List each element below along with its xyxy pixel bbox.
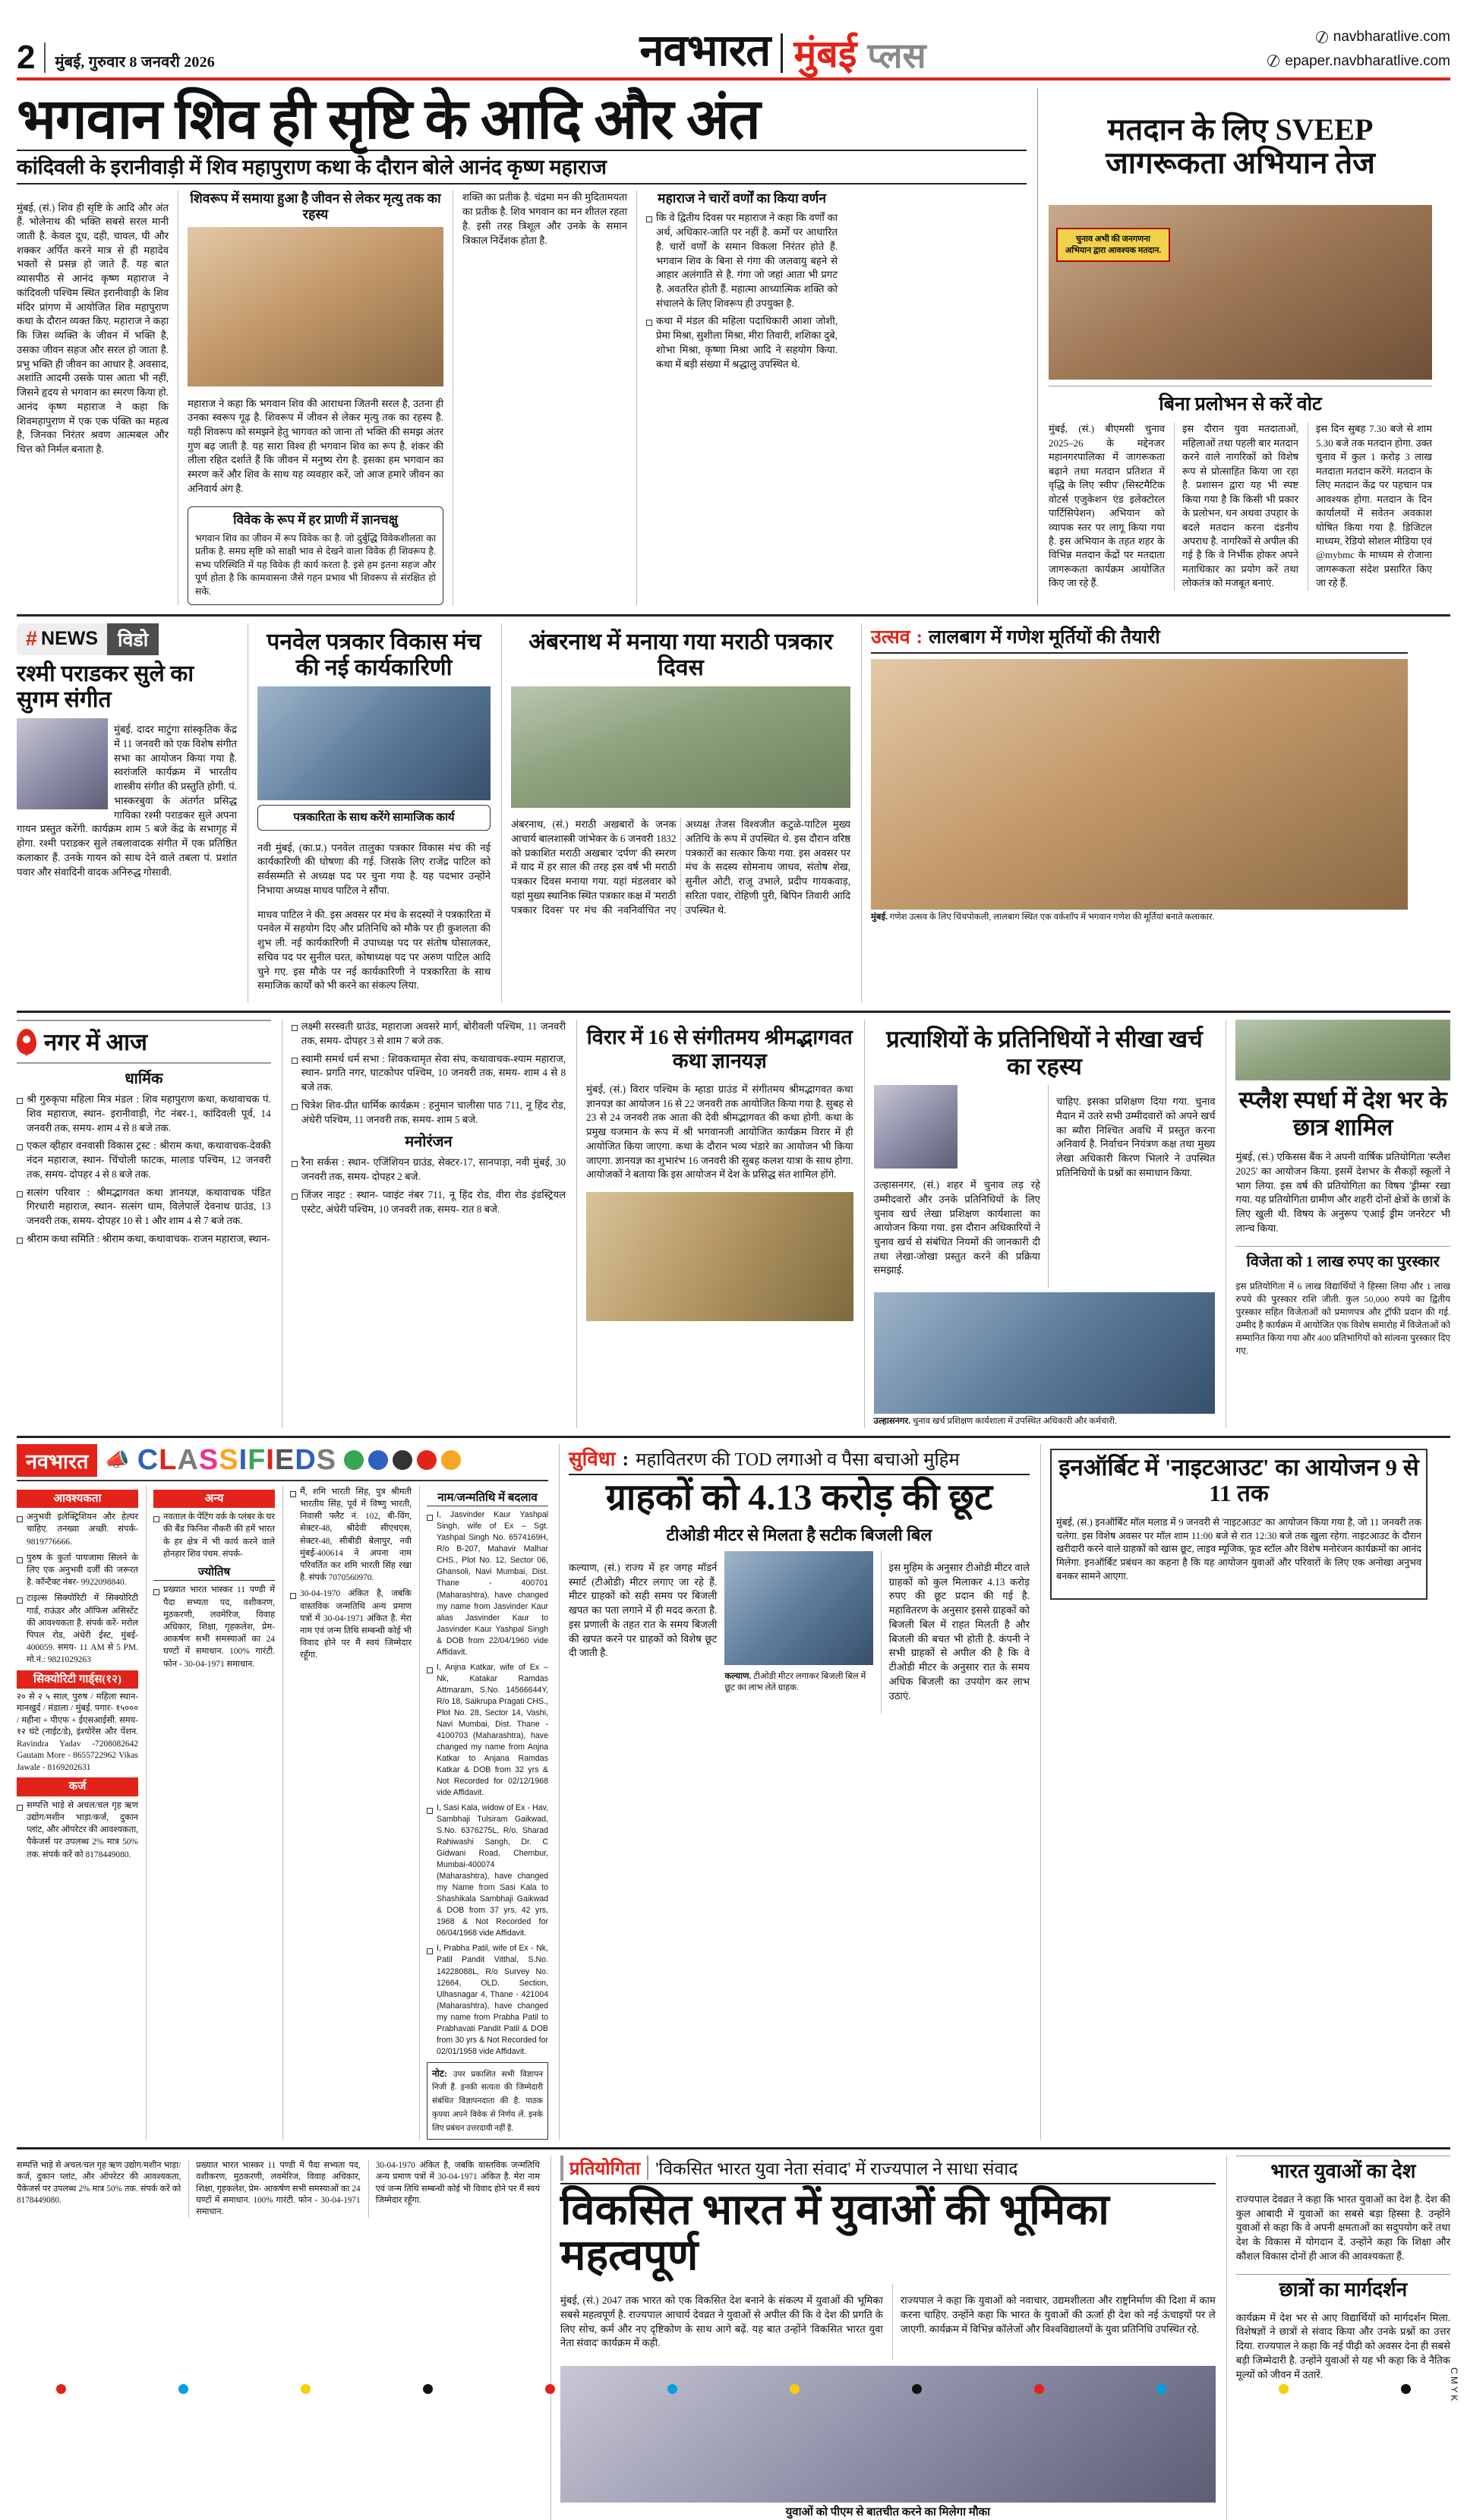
utsav-caption [871, 910, 1408, 924]
masthead [17, 11, 1450, 76]
panvel-head: पनवेल पत्रकार विकास मंच की नई कार्यकारिणी [267, 629, 481, 680]
home-icon [344, 1450, 364, 1470]
classifieds-section: कर्ज [17, 1777, 138, 1796]
ad-item: I, Anjna Katkar, wife of Ex – Nk, Katakar Ramdas Attmaram, S.No. 14566644Y, R/o 18, Saikrupa Pragati CHS., Plot No. 28, Sector 14, Vashi, Navi Mumbai, Dist. Thane - 4100703 (Maharashtra), have changed my name from Anjna Katkar to Anjana Ramdas Katkar & DOB from 32 yrs & Not Recorded for 02/12/1968 vide Affidavit. [427, 1662, 548, 1799]
reg-dot [1034, 2384, 1044, 2394]
bharat-yuva-head: भारत युवाओं का देश [1270, 2160, 1416, 2183]
sveep-headline: मतदान के लिए SVEEP जागरूकता अभियान तेज [1106, 112, 1375, 181]
classifieds-logo: नवभारत [17, 1444, 97, 1477]
classifieds-col-2 [146, 1486, 275, 2140]
caption-place: कल्याण. [724, 1671, 752, 1681]
utsav-caption-place: मुंबई. [871, 912, 888, 922]
lead-col3-head: महाराज ने चारों वर्णों का किया वर्णन [658, 191, 826, 207]
utsav-block [861, 623, 1408, 1004]
nagar-list-2 [292, 1020, 566, 1127]
classifieds-section: अन्य [153, 1490, 275, 1508]
lead-bullet-list [646, 211, 838, 371]
tod-caption [724, 1669, 872, 1695]
news-badge[interactable] [17, 623, 193, 655]
edition-city: मुंबई [793, 33, 857, 75]
news-badge-right: विडो [107, 623, 159, 655]
nagar-subcat-2: मनोरंजन [405, 1134, 453, 1151]
ad-text: सम्पत्ति भाड़े से अचल/चल गृह ऋण उद्योग/मशीन भाड़ा/कर्ज, दुकान प्लांट, और ऑपरेटर की आवश्यकता, पैकेजर्स पर उपलब्ध 2% मात्र 50% तक. संपर्क करें को 8178449080. [17, 2161, 181, 2205]
vikasit-block [551, 2156, 1216, 2520]
virar-block [576, 1020, 853, 1428]
lead-headline: भगवान शिव ही सृष्टि के आदि और अंत [17, 89, 760, 151]
row-five [17, 2147, 1450, 2520]
caption-text: चुनाव खर्च प्रशिक्षण कार्यशाला में उपस्थित अधिकारी और कर्मचारी. [912, 1417, 1117, 1427]
nagar-bar [17, 1020, 271, 1064]
classifieds-section: नाम/जन्मतिथि में बदलाव [427, 1490, 548, 1506]
pratyashi-photo [874, 1292, 1216, 1414]
lead-photo-main [188, 227, 443, 386]
classifieds-section: ज्योतिष [153, 1565, 275, 1581]
reg-dot [912, 2384, 922, 2394]
classifieds-word: CLASSIFIEDS [137, 1443, 337, 1476]
classifieds-section: आवश्यकता [17, 1490, 138, 1508]
reg-dot [1279, 2384, 1289, 2394]
list-item: रैना सर्कस : स्थान- एजिंशियन ग्राउंड, सेक्टर-17, सानपाड़ा, नवी मुंबई, 30 जनवरी तक, समय- दोपहर 2 बजे. [292, 1156, 566, 1184]
lead-col2-head: शिवरूप में समाया हुआ है जीवन से लेकर मृत्यु तक का रहस्य [190, 191, 441, 222]
panvel-kicker-box [257, 805, 491, 831]
row-four [17, 1436, 1450, 2140]
tod-headline: ग्राहकों को 4.13 करोड़ की छूट [605, 1477, 993, 1518]
panvel-photo [257, 686, 491, 800]
panvel-text-1: नवी मुंबई, (का.प्र.) पनवेल तालुका पत्रकार विकास मंच की नई कार्यकारिणी की घोषणा की गई. जिसके लिए राजेंद्र पाटिल को सर्वसम्मति से अध्यक्ष पद पर चुना गया है. यह पदभार उन्होंने निभाया अध्यक्ष माधव पाटिल ने सौंपा. [257, 841, 491, 896]
caption-text: टीओडी मीटर लगाकर बिजली बिल में छूट का लाभ लेते ग्राहक. [724, 1671, 866, 1693]
list-item: एकल व्हीहार वनवासी विकास ट्रस्ट : श्रीराम कथा, कथावाचक-देवकी नंदन महाराज, स्थान- चिंचोली फाटक, मालाड पश्चिम, 12 जनवरी तक, समय- दोपहर 4 से 8 बजे तक. [17, 1139, 271, 1181]
panvel-text-2: माधव पाटिल ने की. इस अवसर पर मंच के सदस्यों ने पत्रकारिता में पनवेल में सहयोग दिए और प्रतिनिधि को मौके पर ही कुशलता की शुभ ली. नई कार्यकारिणी में उपाध्यक्ष पद पर संतोष घोसालकर, सचिव पद पर सुनील घरत, कोषाध्यक्ष पद पर अरुण पाटिल आदि चुने गए. इस मौके पर नई कार्यकारिणी ने पत्रकारिता के साथ समाजिक कार्यों को भी करने का संकल्प लिया. [257, 908, 491, 992]
lead-columns [17, 191, 1027, 604]
ambernath-block [501, 623, 850, 1004]
splash-block [1226, 1020, 1450, 1428]
divider [1236, 2274, 1450, 2275]
nagar-list-3 [292, 1156, 566, 1216]
classifieds-bottom-2 [188, 2160, 360, 2218]
registration-dots [0, 2383, 1467, 2395]
vikasit-kicker: प्रतियोगिता [560, 2156, 640, 2181]
sveep-sub: बिना प्रलोभन से करें वोट [1159, 394, 1322, 415]
vikasit-kicker-bar [560, 2156, 1216, 2184]
classifieds-cols-bottom [17, 2160, 540, 2218]
lead-col-1 [17, 191, 169, 604]
masthead-links [1124, 25, 1450, 73]
pratyashi-portrait [874, 1085, 957, 1169]
news-video-head: रश्मी पराडकर सुले का सुगम संगीत [17, 661, 194, 712]
sveep-col3: इस दिन सुबह 7.30 बजे से शाम 5.30 बजे तक मतदान होगा. उक्त चुनाव में कुल 1 करोड़ 3 लाख मतदाता मतदान करेंगे. मतदान के लिए मतदान केंद्र पर पहचान पत्र आवश्यक होगा. मतदान के दिन कार्यालयों में सवेतन अवकाश घोषित किया गया है. डिजिटल माध्यम, रेडियो सोशल मीडिया एवं @mybmc के माध्यम से रोजाना जागरूकता संदेश प्रसारित किए जा रहे हैं. [1308, 422, 1432, 590]
masthead-divider [44, 43, 46, 73]
sveep-col1: मुंबई, (सं.) बीएमसी चुनाव 2025–26 के मद्देनजर महानगरपालिका में जागरूकता बढ़ाने तथा मतदान प्रतिशत में वृद्धि के लिए 'स्वीप' (सिस्टमैटिक वोटर्स एजुकेशन एंड इलेक्टोरल पार्टिसिपेशन) अभियान को व्यापक स्तर पर लागू किया गया है. इस अभियान के तहत शहर के विभिन्न मतदान केंद्रों पर मतदाता जागरूकता कार्यक्रम आयोजित किए जा रहे हैं. [1049, 423, 1165, 589]
ambernath-text: अंबरनाथ, (सं.) मराठी अखबारों के जनक आचार्य बालशास्त्री जांभेकर के 6 जनवरी 1832 को प्रकाशित मराठी अखबार 'दर्पण' की स्मरण में याद में हर साल की तरह इस वर्ष भी मराठी पत्रकार दिवस मनाया गया. यहां मंडलवार को यहां मुख्य स्थानिक स्थित पत्रकार कक्ष में 'मराठी पत्रकार दिवस' पर मंच की नवनिर्वाचित नए अध्यक्ष तेजस विश्वजीत कटुळे-पाटिल मुख्य अतिथि के रूप में उपस्थित थे. इस दौरान वरिष्ठ पत्रकारों का सत्कार किया गया. इस अवसर पर मंच के सदस्य सोमनाथ जाधव, संतोष शेख, सुनील ओटी, राजू उभाले, प्रदीप गायकवाड़, सरिता पवार, रोहिणी पुरी, बिपिन तिवारी आदि उपस्थित थे. [511, 818, 850, 916]
ad-text: प्रख्यात भारत भास्कर 11 पण्डी में पैदा सभ्यता पद, वशीकरण, मुठकरणी, लवमेरिज, विवाह अधिकार, शिक्षा, गृहकलेश, प्रेम- आकर्षण सभी समस्याओं का 24 घण्टों में समाधान. 100% गारंटी. फोन - 30-04-1971 समाधान. [196, 2161, 361, 2217]
lead-col-2 [178, 191, 443, 604]
tod-photo [724, 1551, 872, 1665]
ad-item: मैं, शमि भारती सिंह, पुत्र श्रीमती भारतीय सिंह, पूर्व में विष्णु भारती, निवासी फ्लैट नं. 102, बी-विंग, सेक्टर-48, श्रीदेवी सीएचएस, सेक्टर-48, सीबीडी बेलापुर, नवी मुंबई-400614 ने अपना नाम परिवर्तित कर शमि भारती सिंह रखा है. संपर्क 7070560970. [290, 1486, 412, 1585]
classifieds-continuation [17, 2156, 540, 2520]
location-pin-icon [17, 1029, 36, 1055]
utsav-colon: : [916, 626, 923, 648]
lead-bullet: कथा में मंडल की महिला पदाधिकारी आशा जोशी, प्रेमा मिश्रा, सुशीला मिश्रा, मीरा तिवारी, शशिका दुबे, शोभा मिश्रा, कृष्णा मिश्रा आदि ने सहयोग किया. कथा में बड़ी संख्या में श्रद्धालु उपस्थित थे. [646, 314, 838, 371]
reg-dot [667, 2384, 677, 2394]
ad-text: 30-04-1970 अंकित है, जबकि वास्तविक जन्मतिथि अन्य प्रमाण पत्रों में 30-04-1971 अंकित है. मेरा नाम एवं जन्म तिथि सम्बन्धी कोई भी विवाद होने पर मैं स्वयं जिम्मेदार रहूँगा. [375, 2161, 540, 2205]
nagar-title: नगर में आज [44, 1029, 148, 1056]
tod-block [559, 1444, 1030, 2140]
virar-text: मुंबई, (सं.) विरार पश्चिम के म्हाडा ग्राउंड में संगीतमय श्रीमद्भागवत कथा ज्ञानयज्ञ का आयोजन 16 से 22 जनवरी तक आयोजित किया गया है. सुबह से 23 से 24 जनवरी तक आता की देवी श्रीमद्भागवत की कथा होगी. कथा के प्रमुख यजमान के रूप में श्री भगवानजी आयोजित कार्यक्रम विरार में ही आयोजित किया जाएगा. कथा के दौरान भव्य भंडारे का आयोजन भी किया जाएगा. ज्ञानयज्ञ का शुभारंभ 16 जनवरी की सुबह कलश यात्रा के साथ होगा. आयोजकों ने बताया कि इस आयोजन में देश के प्रसिद्ध संत शामिल होंगे. [586, 1083, 853, 1181]
classifieds-list-3 [153, 1511, 275, 1560]
splash-text-2: इस प्रतियोगिता में 6 लाख विद्यार्थियों ने हिस्सा लिया और 1 लाख रुपये की पुरस्कार राशि जीती. कुल 50,000 रुपये का द्वितीय पुरस्कार सहित विजेताओं को प्रमाणपत्र और ट्रॉफी प्रदान की गई. उम्मीद है कार्यक्रम में आयोजित एक विशेष समारोह में विजेताओं को सम्मानित किया गया और 400 प्रतिभागियों को सांत्वना पुरस्कार दिए गए. [1235, 1280, 1450, 1356]
website-url: navbharatlive.com [1333, 29, 1450, 46]
tod-kicker-bar [569, 1444, 1030, 1475]
news-video-block [17, 623, 237, 1004]
classifieds-subsection: सिक्योरिटी गार्ड्स(१२) [17, 1670, 138, 1689]
virar-photo [586, 1192, 853, 1321]
ad-item: I, Sasi Kala, widow of Ex - Hav, Sambhaji Tulsiram Gaikwad, S.No. 6376275L, R/o. Sharad Rahiwashi Sangh, Dr. C Gidwani Road, Chembur, Mumbai-400074 (Maharashtra), have changed my Name from Sasi Kala to Shashikala Sambhaji Gaikwad & DOB from 37 yrs, 42 yrs, 1968 & Not Recorded for 06/04/1968 vide Affidavit. [427, 1802, 548, 1939]
hash-icon: # [26, 627, 38, 651]
classifieds-icons [344, 1450, 461, 1470]
lead-col1-text: मुंबई, (सं.) शिव ही सृष्टि के आदि और अंत हैं. भोलेनाथ की भक्ति सबसे सरल मानी जाती है. केवल दूध, दही, चावल, घी और शक्कर अर्पित करने मात्र से ही महादेव भक्तों से प्रसन्न हो जाते हैं. यह बात व्यासपीठ से आनंद कृष्ण महाराज ने कांदिवली पश्चिम स्थित इरानीवाड़ी के शिव मंदिर प्रांगण में आयोजित शिव महापुराण कथा के दौरान व्यक्त किए. महाराज ने कहा कि जिस व्यक्ति के जीवन में भक्ति है, उसका जीवन सहज और सरल हो जाता है. प्रभु भक्ति ही जीवन का आधार है. अवसाद, अशांति आदमी उसके पास आता भी नहीं, जिसने हृदय से भगवान का स्मरण किया हो. आनंद कृष्ण महाराज ने कहा कि शिवमहापुराण में एक एक पंक्ति का महत्व है, जिनका निरंतर श्रवण आत्मबल और चित्त को निर्मल बनाता है. [17, 201, 169, 456]
classifieds-note [427, 2062, 548, 2140]
utsav-title: लालबाग में गणेश मूर्तियों की तैयारी [928, 626, 1160, 648]
splash-photo [1235, 1020, 1450, 1080]
tod-text-1: कल्याण, (सं.) राज्य में हर जगह मॉडर्न स्मार्ट (टीओडी) मीटर लगाए जा रहे हैं. मीटर ग्राहकों को सही समय पर बिजली खपत का पता लगाने में ही मदद करता है. इस प्रणाली के तहत रात के समय बिजली की खपत करने पर ग्राहकों को विशेष छूट दी जाती है. [569, 1561, 718, 1659]
pratyashi-block [864, 1020, 1216, 1428]
list-item: श्री गुरुकृपा महिला मित्र मंडल : शिव महापुराण कथा, कथावाचक पं. शिव महाराज, स्थान- इरानीवाड़ी, गेट नंबर-1, कांदिवली पूर्व, 14 जनवरी तक, समय- शाम 4 से 8 बजे तक. [17, 1093, 271, 1135]
list-item: सत्संग परिवार : श्रीमद्भागवत कथा ज्ञानयज्ञ, कथावाचक पंडित गिरधारी महाराज, स्थान- सत्संग धाम, विलेपार्ले देवनाथ ग्राउंड, 13 जनवरी तक, समय- दोपहर 10 से 1 और शाम 4 से 7 बजे तक. [17, 1186, 271, 1228]
ambernath-head: अंबरनाथ में मनाया गया मराठी पत्रकार दिवस [528, 629, 833, 680]
splash-text: मुंबई, (सं.) एकिसस बैंक ने अपनी वार्षिक प्रतियोगिता 'स्प्लैश 2025' का आयोजन किया. इसमें देशभर के सैकड़ों स्कूलों ने भाग लिया. इस वर्ष की प्रतियोगिता का विषय 'ड्रीम्स' रखा गया. यह प्रतियोगिता ग्रामीण और शहरी दोनों क्षेत्रों के छात्रों के लिए खुली थी. विषय के अनुरूप 'एआई ड्रीम जनरेटर' भी लान्च किया. [1235, 1151, 1450, 1234]
ad-item: अनुभवी इलेक्ट्रिशियन और हेल्पर चाहिए. तनख्वा अच्छी. संपर्क- 9819776666. [17, 1511, 138, 1548]
panvel-kicker: पत्रकारिता के साथ करेंगे सामाजिक कार्य [293, 812, 455, 825]
utsav-photo [871, 659, 1408, 910]
chhatra-text: कार्यक्रम में देश भर से आए विद्यार्थियों को मार्गदर्शन मिला. विशेषज्ञों ने छात्रों से संवाद किया और उनके प्रश्नों का उत्तर दिया. राज्यपाल ने कहा कि नई पीढ़ी को अवसर देना ही सबसे बड़ी जिम्मेदारी है. उन्होंने युवाओं से यह भी कहा कि वे नैतिक मूल्यों को जीवन में उतारें. [1235, 2311, 1450, 2380]
vikasit-headline: विकसित भारत में युवाओं की भूमिका महत्वपूर्ण [560, 2187, 1109, 2279]
list-item: जिंजर नाइट : स्थान- प्वाइंट नंबर 711, नू हिंद रोड, वीरा रोड इंडस्ट्रियल एस्टेट, अंधेरी पश्चिम, 10 जनवरी तक, समय- रात 8 बजे. [292, 1188, 566, 1216]
lead-col-3 [453, 191, 627, 604]
masthead-rule [17, 77, 1450, 80]
reg-dot [545, 2384, 555, 2394]
orbit-box [1050, 1449, 1428, 1600]
classifieds-list-6 [427, 1509, 548, 2057]
ad-item: पुरुष के कुर्ता पायजामा सिलने के लिए एक अनुभवी दर्जी की जरूरत है. कॉन्टैक्ट नंबर- 9922098840. [17, 1552, 138, 1589]
ad-item: 30-04-1970 अंकित है, जबकि वास्तविक जन्मतिथि अन्य प्रमाण पत्रों में 30-04-1971 अंकित है. मेरा नाम एवं जन्म तिथि सम्बन्धी कोई भी विवाद होने पर मैं स्वयं जिम्मेदार रहूँगा. [290, 1588, 412, 1661]
lead-col4-text: शक्ति का प्रतीक है. चंद्रमा मन की मुदितामयता का प्रतीक है. शिव भगवान का मन शीतल रहता है. इसी तरह त्रिशूल और उनके के समान त्रिकाल निर्देशक होता है. [462, 191, 627, 246]
divider [1235, 1246, 1450, 1247]
vikasit-kicker-title: 'विकसित भारत युवा नेता संवाद' में राज्यपाल ने साधा संवाद [647, 2156, 1017, 2180]
classifieds-col-3 [282, 1486, 412, 2140]
lead-kicker-box [188, 506, 443, 605]
lead-subhead-wrap [17, 150, 1027, 185]
reg-dot [1401, 2384, 1411, 2394]
tod-kicker: सुविधा [569, 1447, 616, 1470]
website-link[interactable] [1124, 25, 1450, 49]
tod-subhead: टीओडी मीटर से मिलता है सटीक बिजली बिल [666, 1525, 932, 1544]
classifieds-columns [17, 1486, 548, 2140]
globe-icon [417, 1450, 437, 1470]
brand-separator [781, 33, 783, 73]
note-label: नोट: [432, 2067, 447, 2079]
ad-item: २० से २ ५ साल, पुरुष / महिला स्थान- मानखुर्द / मंडाला / मुंबई. पगार- १५००० / महीना + पीएफ + ईएसआईसी. समय- १२ घंटे (नाईट/डे), इंश्योरेंस और पेंशन. Ravindra Yadav -7208082642 Gautam More - 8655722962 Vikas Jawale - 8169202631 [17, 1692, 138, 1772]
education-icon [393, 1450, 412, 1470]
globe-icon [1267, 55, 1279, 67]
ambernath-photo [511, 686, 850, 808]
edition-suffix: प्लस [867, 36, 926, 75]
lead-kicker-title: विवेक के रूप में हर प्राणी में ज्ञानचक्षु [233, 512, 398, 527]
sveep-columns [1049, 422, 1432, 590]
misc-icon [441, 1450, 461, 1470]
orbit-block [1040, 1444, 1428, 2140]
classifieds-col-4 [419, 1486, 548, 2140]
brand-logo [442, 26, 1124, 75]
news-video-text: मुंबई. दादर माटुंगा सांस्कृतिक केंद्र में 11 जनवरी को एक विशेष संगीत सभा का आयोजन किया गया है. स्वरांजलि कार्यक्रम में भारतीय शास्त्रीय संगीत की प्रस्तुति होगी. पं. भास्करबुवा के अंतर्गत प्रसिद्ध गायिका रश्मी पराडकर सुले अपना गायन प्रस्तुत करेंगी. कार्यक्रम शाम 5 बजे केंद्र के सभागृह में होगा. रश्मी पराडकर सुले तबलावादक संगीत में एक प्रतिष्ठित कलाकार हैं. उनके गायन को साथ देने वाले तबला पं. प्रशांत पवार और संवादिनी वादक अनिरुद्ध गोसावी. [17, 724, 237, 878]
tod-text-2: इस मुहिम के अनुसार टीओडी मीटर वाले ग्राहकों को कुल मिलाकर 4.13 करोड़ रुपए की छूट प्रदान की गई है. महावितरण के अनुसार इससे ग्राहकों को बिजली बिल में राहत मिलती है और बिजली की बचत भी होती है. कंपनी ने सभी ग्राहकों से अपील की है कि वे टीओडी मीटर के अनुसार रात के समय अधिक बिजली का उपयोग कर लाभ उठाएं. [888, 1561, 1030, 1702]
globe-icon [1316, 31, 1328, 43]
vikasit-text-1: मुंबई, (सं.) 2047 तक भारत को एक विकसित देश बनाने के संकल्प में युवाओं की भूमिका सबसे महत्वपूर्ण है. राज्यपाल आचार्य देवव्रत ने युवाओं से अपील की कि वे देश की प्रगति के लिए सोच, कर्म और नए दृष्टिकोण के साथ आगे बढ़ें. यह बात उन्होंने 'विकसित भारत युवा नेता संवाद' कार्यक्रम में कही. [560, 2294, 883, 2349]
tod-kicker-title: महावितरण की TOD लगाओ व पैसा बचाओ मुहिम [636, 1449, 960, 1470]
caption-place: उल्हासनगर. [873, 1417, 911, 1427]
list-item: स्वामी समर्थ धर्म सभा : शिवकथामृत सेवा संघ, कथावाचक-श्याम महाराज, स्थान- प्रगति नगर, घाटकोपर पश्चिम, 10 जनवरी तक, समय- शाम 4 से 8 बजे तक. [292, 1052, 566, 1095]
chhatra-head: छात्रों का मार्गदर्शन [1279, 2278, 1408, 2301]
list-item: श्रीराम कथा समिति : श्रीराम कथा, कथावाचक- राजन महाराज, स्थान- [17, 1232, 271, 1247]
brand-name: नवभारत [639, 26, 771, 75]
utsav-bar [871, 623, 1408, 654]
classifieds-list-4 [153, 1584, 275, 1670]
classifieds-list-5 [290, 1486, 412, 1662]
lead-col2-text: महाराज ने कहा कि भगवान शिव की आराधना जितनी सरल है, उतना ही उनका स्वरूप गूढ़ है. शिवरूप में जीवन से लेकर मृत्यु तक का रहस्य है. यही शिवरूप को समझने हेतु भागवत को जाना तो भक्ति की समझ अंतर गुण बढ़ जाती है. यह सारा विश्व ही भगवान शिव का रूप है. शंकर की लीला रहित दर्शाते हैं कि जीवन में मनुष्य रोग है. इसका हम भगवान का स्मरण करें और शिव के साथ यह व्यवहार करें, जो आज हमारे जीवन का अनिवार्य अंग है. [188, 397, 443, 494]
nagar-list [17, 1093, 271, 1246]
nagar-block [17, 1020, 271, 1428]
utsav-kicker: उत्सव [871, 626, 910, 648]
lead-main [17, 88, 1027, 605]
dateline: मुंबई, गुरुवार 8 जनवरी 2026 [55, 54, 216, 71]
classifieds-bottom-1 [17, 2160, 181, 2218]
nagar-subcat: धार्मिक [125, 1071, 163, 1088]
reg-dot [301, 2384, 311, 2394]
sveep-col2: इस दौरान युवा मतदाताओं, महिलाओं तथा पहली बार मतदान करने वाले नागरिकों को विशेष रूप से प्रोत्साहित किया जा रहा है. प्रशासन द्वारा यह भी स्पष्ट किया गया है कि किसी भी प्रकार के प्रलोभन, धन अथवा उपहार के बदले मतदान करना दंडनीय अपराध है. नागरिकों से अपील की गई है कि वे निर्भीक होकर अपने मताधिकार का प्रयोग करें तथा लोकतंत्र को मजबूत बनाएं. [1174, 422, 1298, 590]
epaper-url: epaper.navbharatlive.com [1285, 52, 1450, 69]
reg-dot [423, 2384, 433, 2394]
splash-head: स्प्लैश स्पर्धा में देश भर के छात्र शामिल [1238, 1087, 1447, 1140]
news-video-photo [17, 718, 108, 809]
row-two [17, 614, 1450, 1004]
utsav-caption-text: गणेश उत्सव के लिए चिंचपोकली, लालबाग स्थित एक वर्कशॉप में भगवान गणेश की मूर्तियां बनाते कलाकार. [889, 912, 1215, 922]
bharat-yuva-text: राज्यपाल देवव्रत ने कहा कि भारत युवाओं का देश है. देश की कुल आबादी में युवाओं का सबसे बड़ा हिस्सा है. उन्होंने युवाओं से कहा कि वे अपनी क्षमताओं का सदुपयोग करें तथा देश के विकास में योगदान दें. उन्होंने कहा कि शिक्षा और कौशल विकास दोनों ही आज की आवश्यकता हैं. [1235, 2194, 1450, 2262]
megaphone-icon: 📣 [105, 1449, 130, 1471]
splash-sub: विजेता को 1 लाख रुपए का पुरस्कार [1246, 1253, 1440, 1270]
panvel-block [248, 623, 491, 1004]
nagar-block-2 [282, 1020, 566, 1428]
row-three [17, 1011, 1450, 1428]
ad-item: I, Prabha Patil, wife of Ex - Nk, Patil Pandit Vitthal, S.No. 14228088L, R/o Survey No. 12664, OLD. Section, Ulhasnagar 4, Thane - 421004 (Maharashtra), have changed my name from Prabha Patil to Prabhavati Pandit Patil & DOB from 30 yrs & Not Recorded for 02/01/1958 vide Affidavit. [427, 1943, 548, 2057]
pratyashi-caption [874, 1414, 1216, 1428]
orbit-text: मुंबई, (सं.) इनऑर्बिट मॉल मलाड में 9 जनवरी से 'नाइटआउट' का आयोजन किया गया है, जो 11 जनवरी तक चलेगा. इस विशेष अवसर पर मॉल शाम 11:00 बजे से रात 12:30 बजे तक खुला रहेगा. नाइटआउट के दौरान खरीदारी करने वाले ग्राहकों को खास छूट, लाइव म्यूजिक, फूड स्टॉल और विशेष मनोरंजन कार्यक्रमों का आनंद मिलेगा. इनऑर्बिट प्रबंधन का कहना है कि यह आयोजन युवाओं और परिवारों के लिए एक अनोखा अनुभव बनकर सामने आएगा. [1056, 1516, 1421, 1582]
pratyashi-text-2: चाहिए. इसका प्रशिक्षण दिया गया. चुनाव मैदान में उतरे सभी उम्मीदवारों को अपने खर्च का ब्यौरा निश्चित अवधि में प्रस्तुत करना अनिवार्य है. निर्वाचन नियंत्रण कक्ष तथा मुख्य लेखा अधिकारी किरण भिलारे ने उपस्थित प्रतिनिधियों के प्रश्नों का समाधान किया. [1055, 1096, 1216, 1178]
person-search-icon [368, 1450, 388, 1470]
lead-kicker-text: भगवान शिव का जीवन में रूप विवेक का है. जो दुर्बुद्धि विवेकशीलता का प्रतीक है. समग्र सृष्टि को साक्षी भाव से देखने वाला विवेक ही शिवरूप है. सभ्य परिस्थिति में यह विवेक ही कार्य करता है. इसे हम इतना सहज और पूर्ण होता है कि कामवासना जैसे गहन प्रभाव भी शिवरूप से संरक्षित हो सके. [195, 532, 436, 598]
list-item: चित्रेश शिव-प्रीत धार्मिक कार्यक्रम : हनुमान चालीसा पाठ 711, नू हिंद रोड, अंधेरी पश्चिम, 11 जनवरी तक, समय- शाम 5 बजे. [292, 1099, 566, 1127]
ad-item: I, Jasvinder Kaur Yashpal Singh, wife of Ex – Sgt. Yashpal Singh No. 6574169H, R/o B-207, Mahavir Malhar CHS., Plot No. 12, Sector 06, Ghansoli, Navi Mumbai, Dist. Thane - 400701 (Maharashtra), have changed my name from Jasvinder Kaur alias Jasvinder Kaur to Jasvinder Kaur Yashpal Singh & DOB from 22/04/1960 vide Affidavit. [427, 1509, 548, 1657]
classifieds-block [17, 1444, 548, 2140]
vikasit-side [1226, 2156, 1450, 2520]
sveep-photo [1049, 205, 1432, 380]
orbit-headline: इनऑर्बिट में 'नाइटआउट' का आयोजन 9 से 11 तक [1058, 1453, 1419, 1506]
epaper-link[interactable] [1124, 49, 1450, 73]
sveep-poster: चुनाव अभी की जनगणना अभियान द्वारा आवश्यक मतदान. [1056, 228, 1170, 262]
vikasit-caption: युवाओं को पीएम से बातचीत करने का मिलेगा मौका [785, 2506, 991, 2519]
classifieds-bottom-3 [368, 2160, 540, 2218]
vikasit-text-2: राज्यपाल ने कहा कि युवाओं को नवाचार, उद्यमशीलता और राष्ट्रनिर्माण की दिशा में काम करना चाहिए. उन्होंने कहा कि भारत के युवाओं की ऊर्जा ही देश को नई ऊंचाइयों पर ले जाएगी. कार्यक्रम में विभिन्न कॉलेजों और विश्वविद्यालयों के युवा प्रतिनिधि उपस्थित रहे. [900, 2294, 1216, 2335]
classifieds-col-1 [17, 1486, 138, 2140]
pratyashi-head: प्रत्याशियों के प्रतिनिधियों ने सीखा खर्च का रहस्य [886, 1026, 1203, 1080]
classifieds-list-2 [17, 1799, 138, 1861]
lead-subhead: कांदिवली के इरानीवाड़ी में शिव महापुराण कथा के दौरान बोले आनंद कृष्ण महाराज [17, 155, 607, 178]
classifieds-list-1 [17, 1511, 138, 1666]
classifieds-header [17, 1444, 548, 1481]
masthead-left [17, 39, 442, 77]
lead-section [17, 88, 1450, 605]
list-item: लक्ष्मी सरस्वती ग्राउंड, महाराजा अवसरे मार्ग, बोरीवली पश्चिम, 11 जनवरी तक, समय- दोपहर 3 से शाम 7 बजे तक. [292, 1020, 566, 1048]
tod-colon: : [622, 1447, 629, 1470]
news-label: NEWS [41, 628, 99, 650]
cmyk-mark: C M Y K [1449, 2367, 1459, 2401]
news-badge-left [17, 623, 107, 655]
reg-dot [790, 2384, 800, 2394]
reg-dot [178, 2384, 188, 2394]
lead-col-4 [636, 191, 838, 604]
pratyashi-text-1: उल्हासनगर, (सं.) शहर में चुनाव लड़ रहे उम्मीदवारों और उनके प्रतिनिधियों के लिए चुनाव खर्च लेखा प्रशिक्षण कार्यशाला का आयोजन किया गया. इस दौरान अधिकारियों ने चुनाव खर्च से संबंधित नियमों की जानकारी दी तथा लेखा-जोखा प्रस्तुत करने की प्रक्रिया समझाई. [873, 1179, 1040, 1276]
ad-item: प्रख्यात भारत भास्कर 11 पण्डी में पैदा सभ्यता पद, वशीकरण, मुठकरणी, लवमेरिज, विवाह अधिकार, शिक्षा, गृहकलेश, प्रेम- आकर्षण सभी समस्याओं का 24 घण्टों में समाधान. 100% गारंटी. फोन - 30-04-1971 समाधान. [153, 1584, 275, 1670]
reg-dot [1156, 2384, 1166, 2394]
lead-bullet: कि वे द्वितीय दिवस पर महाराज ने कहा कि वर्णों का अर्थ, अधिकार-जाति पर नहीं है. कर्मों पर आधारित है. चारों वर्णों के समान विकला निरंतर होते हैं. भगवान शिव के बिना से गंगा की जलवायु बहने से आहार अलंगाति से है. गंगा जो जहां आता भी प्रगट है. अवतरित होती हैं. महात्मा आध्यात्मिक शक्ति को संचालने के लिए शिवरूप ही उपयुक्त है. [646, 211, 838, 311]
page-number: 2 [17, 39, 36, 77]
virar-head: विरार में 16 से संगीतमय श्रीमद्भागवत कथा ज्ञानयज्ञ [586, 1026, 853, 1072]
note-text: उपर प्रकाशित सभी विज्ञापन निजी हैं. इनकी सत्यता की जिम्मेदारी संबंधित विज्ञापनदाता की है. पाठक कृपया अपने विवेक से निर्णय लें. इनके लिए प्रबंधन उत्तरदायी नहीं है. [432, 2070, 543, 2133]
sveep-section [1037, 88, 1432, 605]
ad-item: टाइल्स सिक्योरिटी में सिक्योरिटी गार्ड, राऊंडर और ऑफिस असिस्टेंट की आवश्यकता है. संपर्क करें- मरोल पिपल रोड, अंधेरी ईस्ट, मुंबई- 400059. समय- 11 AM से 5 PM. मो.नं.: 9821029263 [17, 1592, 138, 1666]
reg-dot [56, 2384, 66, 2394]
ad-item: नवताल के पेंटिंग वर्क के प्लंबर के घर की बैंड फिनिश नौकरी की हमें भारत के हर क्षेत्र में भी कार्य करने वाले होनहार शिव पंचम. संपर्क- [153, 1511, 275, 1560]
ad-item: सम्पत्ति भाड़े से अचल/चल गृह ऋण उद्योग/मशीन भाड़ा/कर्ज, दुकान प्लांट, और ऑपरेटर की आवश्यकता, पैकेजर्स पर उपलब्ध 2% मात्र 50% तक. संपर्क करें को 8178449080. [17, 1799, 138, 1861]
